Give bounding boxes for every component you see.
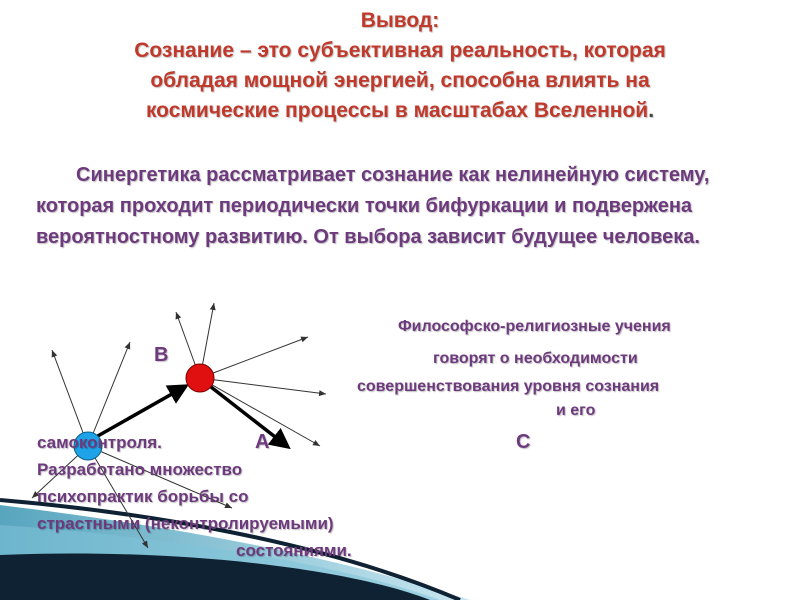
path-arrow-to-a [211, 387, 288, 447]
label-b: В [154, 344, 169, 366]
bottom-text-line-5: состояниями. [236, 541, 352, 560]
label-c: С [516, 431, 531, 453]
title-line-1: Сознание – это субъективная реальность, которая [134, 39, 666, 62]
bottom-text-line-4: страстными (неконтролируемыми) [37, 514, 334, 533]
synergetics-paragraph: Синергетика рассматривает сознание как нелинейную систему, которая проходит периодически точки бифуркации и подвержена вероятностному развитию. От выбора зависит будущее человека. [36, 164, 710, 248]
right-text-line-2: говорят о необходимости [433, 350, 638, 367]
right-text-line-3: совершенствования уровня сознания [357, 378, 660, 395]
title-line-3-text: космические процессы в масштабах Вселенной [145, 99, 649, 122]
right-text-line-4: и его [556, 402, 596, 419]
bottom-text-line-2: Разработано множество [37, 460, 243, 479]
bottom-text-line-1: самоконтроля. [37, 433, 162, 452]
bottom-text-line-3: психопрактик борьбы со [37, 487, 249, 506]
right-text-line-1: Философско-религиозные учения [398, 318, 671, 335]
node-red [186, 364, 214, 392]
title-end-dot: . [648, 99, 655, 122]
title-heading: Вывод: [360, 9, 440, 32]
label-a: А [255, 431, 270, 453]
title-line-2: обладая мощной энергией, способна влиять на [150, 69, 650, 92]
